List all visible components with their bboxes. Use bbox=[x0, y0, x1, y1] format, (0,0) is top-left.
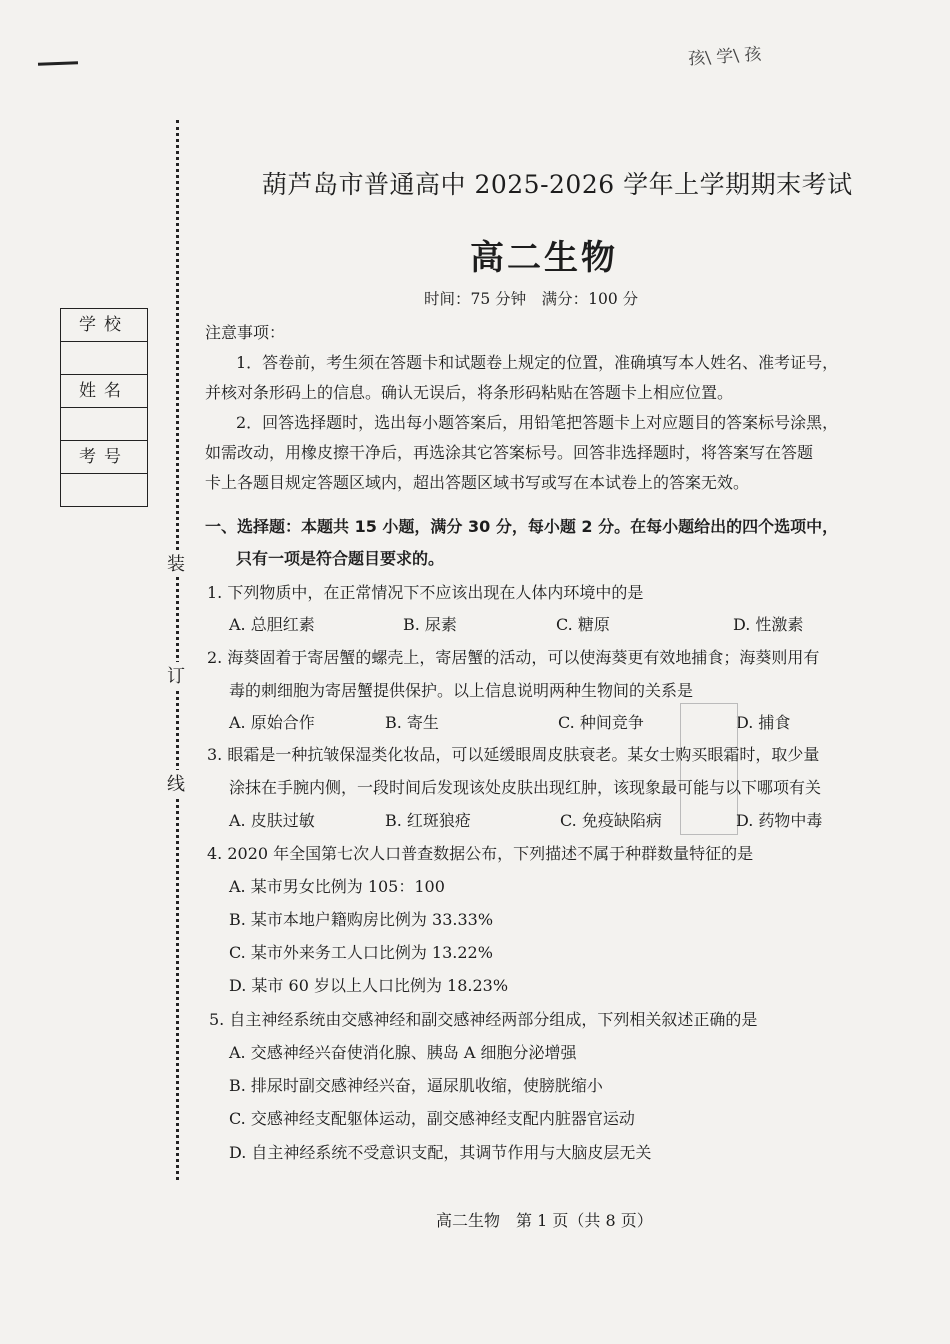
binding-char-ding: 订 bbox=[164, 662, 188, 688]
q1-option-c[interactable]: C. 糖原 bbox=[556, 615, 610, 634]
q2-option-c[interactable]: C. 种间竞争 bbox=[558, 713, 644, 732]
exam-title: 葫芦岛市普通高中 2025-2026 学年上学期期末考试 bbox=[262, 170, 853, 199]
section1-heading-cont: 只有一项是符合题目要求的。 bbox=[236, 549, 445, 568]
q1-option-b[interactable]: B. 尿素 bbox=[403, 615, 457, 634]
question-4-stem: 4. 2020 年全国第七次人口普查数据公布，下列描述不属于种群数量特征的是 bbox=[207, 844, 754, 863]
binding-dotted-line bbox=[176, 120, 179, 1180]
q2-option-d[interactable]: D. 捕食 bbox=[736, 713, 791, 732]
q3-option-a[interactable]: A. 皮肤过敏 bbox=[229, 811, 315, 830]
scan-mark bbox=[38, 61, 78, 65]
name-label: 姓名 bbox=[61, 375, 147, 408]
q4-option-b[interactable]: B. 某市本地户籍购房比例为 33.33% bbox=[229, 910, 494, 929]
page-footer: 高二生物 第 1 页（共 8 页） bbox=[436, 1211, 653, 1230]
notice-item1-line1: 1．答卷前，考生须在答题卡和试题卷上规定的位置，准确填写本人姓名、准考证号， bbox=[236, 353, 839, 372]
question-2-stem: 2. 海葵固着于寄居蟹的螺壳上，寄居蟹的活动，可以使海葵更有效地捕食；海葵则用有 bbox=[207, 648, 820, 667]
notice-heading: 注意事项： bbox=[205, 323, 286, 342]
q5-option-c[interactable]: C. 交感神经支配躯体运动，副交感神经支配内脏器官运动 bbox=[229, 1109, 635, 1128]
subject-title: 高二生物 bbox=[470, 238, 618, 278]
q4-option-d[interactable]: D. 某市 60 岁以上人口比例为 18.23% bbox=[229, 976, 509, 995]
q1-option-d[interactable]: D. 性激素 bbox=[733, 615, 804, 634]
q5-option-b[interactable]: B. 排尿时副交感神经兴奋，逼尿肌收缩，使膀胱缩小 bbox=[229, 1076, 603, 1095]
q2-option-a[interactable]: A. 原始合作 bbox=[229, 713, 315, 732]
q3-option-c[interactable]: C. 免疫缺陷病 bbox=[560, 811, 662, 830]
school-label: 学校 bbox=[61, 309, 147, 342]
notice-item2-line1: 2．回答选择题时，选出每小题答案后，用铅笔把答题卡上对应题目的答案标号涂黑， bbox=[236, 413, 839, 432]
binding-char-zhuang: 装 bbox=[164, 550, 188, 576]
q2-option-b[interactable]: B. 寄生 bbox=[385, 713, 439, 732]
question-3-stem-cont: 涂抹在手腕内侧，一段时间后发现该处皮肤出现红肿，该现象最可能与以下哪项有关 bbox=[229, 778, 822, 797]
q1-option-a[interactable]: A. 总胆红素 bbox=[229, 615, 315, 634]
q5-option-a[interactable]: A. 交感神经兴奋使消化腺、胰岛 A 细胞分泌增强 bbox=[229, 1043, 577, 1062]
binding-char-xian: 线 bbox=[164, 770, 188, 796]
faint-stamp bbox=[680, 703, 738, 835]
name-field[interactable] bbox=[61, 408, 147, 441]
question-2-stem-cont: 毒的刺细胞为寄居蟹提供保护。以上信息说明两种生物间的关系是 bbox=[229, 681, 694, 700]
notice-item2-line3: 卡上各题目规定答题区域内，超出答题区域书写或写在本试卷上的答案无效。 bbox=[205, 473, 750, 492]
q3-option-b[interactable]: B. 红斑狼疮 bbox=[385, 811, 471, 830]
question-3-stem: 3. 眼霜是一种抗皱保湿类化妆品，可以延缓眼周皮肤衰老。某女士购买眼霜时，取少量 bbox=[207, 745, 820, 764]
q4-option-c[interactable]: C. 某市外来务工人口比例为 13.22% bbox=[229, 943, 493, 962]
notice-item2-line2: 如需改动，用橡皮擦干净后，再选涂其它答案标号。回答非选择题时，将答案写在答题 bbox=[205, 443, 814, 462]
number-field[interactable] bbox=[61, 474, 147, 507]
number-label: 考号 bbox=[61, 441, 147, 474]
header-scribble: 孩\ 学\ 孩 bbox=[687, 44, 763, 70]
student-info-box bbox=[60, 308, 148, 507]
q5-option-d[interactable]: D. 自主神经系统不受意识支配，其调节作用与大脑皮层无关 bbox=[229, 1143, 652, 1162]
q4-option-a[interactable]: A. 某市男女比例为 105：100 bbox=[229, 877, 445, 896]
q3-option-d[interactable]: D. 药物中毒 bbox=[736, 811, 823, 830]
notice-item1-line2: 并核对条形码上的信息。确认无误后，将条形码粘贴在答题卡上相应位置。 bbox=[205, 383, 734, 402]
time-info: 时间：75 分钟 满分：100 分 bbox=[424, 290, 639, 308]
school-field[interactable] bbox=[61, 342, 147, 375]
question-5-stem: 5. 自主神经系统由交感神经和副交感神经两部分组成，下列相关叙述正确的是 bbox=[209, 1010, 758, 1029]
question-1-stem: 1. 下列物质中，在正常情况下不应该出现在人体内环境中的是 bbox=[207, 583, 644, 602]
section1-heading: 一、选择题：本题共 15 小题，满分 30 分，每小题 2 分。在每小题给出的四个选项中， bbox=[205, 517, 839, 536]
